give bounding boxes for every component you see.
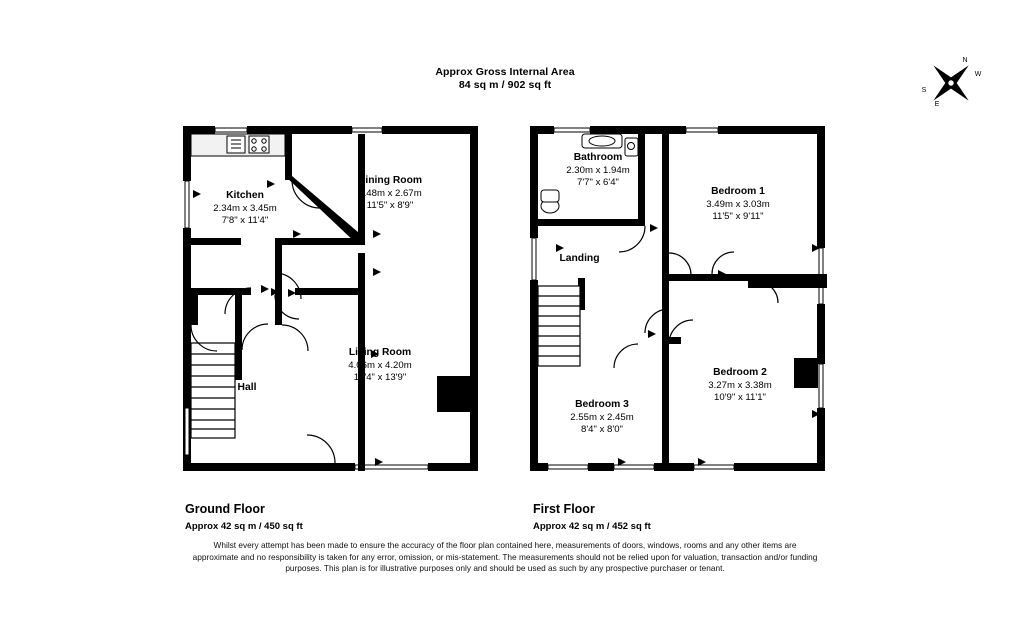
room-label-landing: Landing — [559, 253, 600, 264]
page-title — [0, 66, 1010, 92]
first-floor-area: Approx 42 sq m / 452 sq ft — [533, 521, 651, 532]
room-label-bedroom-3: Bedroom 3 2.55m x 2.45m 8'4" x 8'0" — [570, 399, 634, 435]
room-label-hall: Hall — [237, 382, 257, 393]
compass-rose — [920, 52, 982, 114]
ground-floor-drawing — [175, 118, 505, 488]
compass-label-e: E — [934, 101, 940, 108]
gross-area-label: Approx Gross Internal Area — [435, 66, 575, 78]
room-label-bedroom-1: Bedroom 1 3.49m x 3.03m 11'5" x 9'11" — [706, 186, 770, 222]
room-label-bedroom-2: Bedroom 2 3.27m x 3.38m 10'9" x 11'1" — [708, 367, 772, 403]
disclaimer-text: Whilst every attempt has been made to ensure the accuracy of the floor plan contained here, measurements of doors, windows, rooms and any other items are approximate and no responsibility is taken for any error, omission, or mis-statement. The measurements should not be relied upon for valuation, transaction and/or funding purposes. This plan is for illustrative purposes only and should be used as such by any prospective purchaser or tenant. — [192, 540, 818, 574]
first-floor-stairs — [538, 286, 580, 366]
room-label-dining-room: Dining Room 3.48m x 2.67m 11'5" x 8'9" — [357, 175, 423, 211]
room-label-bathroom: Bathroom 2.30m x 1.94m 7'7" x 6'4" — [566, 152, 630, 188]
room-label-living-room: Living Room 4.06m x 4.20m 13'4" x 13'9" — [348, 347, 412, 383]
first-floor-doors — [614, 226, 778, 368]
first-floor-title: First Floor — [533, 502, 595, 516]
compass-label-n: N — [962, 57, 968, 64]
compass-label-s: S — [921, 87, 927, 94]
compass-label-w: W — [974, 71, 982, 78]
gross-area-value: 84 sq m / 902 sq ft — [458, 79, 552, 91]
ground-floor-title: Ground Floor — [185, 502, 265, 516]
kitchen-fixtures — [191, 134, 285, 156]
room-label-kitchen: Kitchen 2.34m x 3.45m 7'8" x 11'4" — [213, 190, 277, 226]
ground-floor-area: Approx 42 sq m / 450 sq ft — [185, 521, 303, 532]
